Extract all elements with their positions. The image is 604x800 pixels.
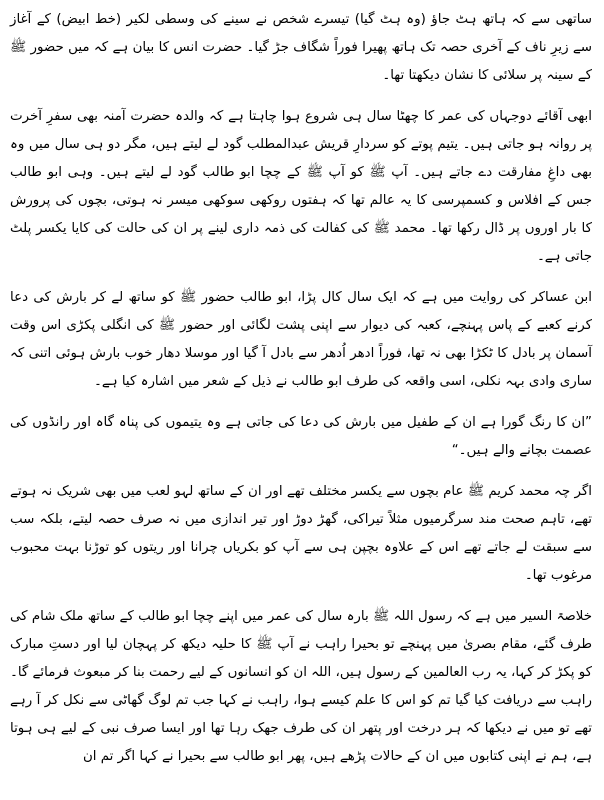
paragraph: خلاصۃ السیر میں ہے کہ رسول اللہ ﷺ بارہ سال کی عمر میں اپنے چچا ابو طالب کے ساتھ ملک شام کی طرف گئے، مقام بصریٰ میں پہنچے تو بحیرا راہب نے آپ ﷺ کا حلیہ دیکھ کر پہچان لیا اور دستِ مبارک کو پکڑ کر کہا، یہ رب العالمین کے رسول ہیں، اللہ ان کو انسانوں کے لیے رحمت بنا کر مبعوث فرمائے گا۔ راہب سے دریافت کیا گیا تم کو اس کا علم کیسے ہوا، راہب نے کہا جب تم لوگ گھاٹی سے نکل کر آ رہے تھے تو میں نے دیکھا کہ ہر درخت اور پتھر ان کی طرف جھک رہا تھا اور ایسا صرف نبی کے لیے ہی ہوتا ہے، ہم نے اپنی کتابوں میں ان کے حالات پڑھے ہیں، پھر ابو طالب سے بحیرا نے کہا اگر تم ان <box>10 609 592 764</box>
paragraph: ساتھی سے کہ ہاتھ ہٹ جاؤ (وہ ہٹ گیا) تیسرے شخص نے سینے کی وسطی لکیر (خط ابیض) کے آغاز سے زیرِ ناف کے آخری حصہ تک ہاتھ پھیرا فوراً شگاف جڑ گیا۔ حضرت انس کا بیان ہے کہ میں حضور ﷺ کے سینہ پر سلائی کا نشان دیکھتا تھا۔ <box>10 12 592 83</box>
quotation-paragraph: ”ان کا رنگ گورا ہے ان کے طفیل میں بارش کی دعا کی جاتی ہے وہ یتیموں کی پناہ گاہ اور رانڈوں کی عصمت بچانے والے ہیں۔“ <box>10 415 592 458</box>
paragraph: ابن عساکر کی روایت میں ہے کہ ایک سال کال پڑا، ابو طالب حضور ﷺ کو ساتھ لے کر بارش کی دعا کرنے کعبے کے پاس پہنچے، کعبہ کی دیوار سے اپنی پشت لگائی اور حضور ﷺ کی انگلی پکڑی اس وقت آسمان پر بادل کا ٹکڑا بھی نہ تھا، فوراً ادھر اُدھر سے بادل آ گیا اور موسلا دھار خوب بارش ہوئی اتنی کہ ساری وادی بہہ نکلی، اسی واقعہ کی طرف ابو طالب نے ذیل کے شعر میں اشارہ کیا ہے۔ <box>10 290 592 389</box>
paragraph: ابھی آقائے دوجہاں کی عمر کا چھٹا سال ہی شروع ہوا چاہتا ہے کہ والدہ حضرت آمنہ بھی سفرِ آخرت پر روانہ ہو جاتی ہیں۔ یتیم پوتے کو سردارِ قریش عبدالمطلب گود لے لیتے ہیں، مگر دو ہی سال میں وہ بھی داغِ مفارقت دے جاتے ہیں۔ آپ ﷺ کو آپ ﷺ کے چچا ابو طالب گود لے لیتے ہیں۔ وہی ابو طالب جس کے افلاس و کسمپرسی کا یہ عالم تھا کہ ہفتوں روکھی سوکھی میسر نہ ہوتی، بچوں کی پرورش کا بار اوروں پر ڈال رکھا تھا۔ محمد ﷺ کی کفالت کی ذمہ داری لینے پر ان کی حالت کی کایا یکسر پلٹ جاتی ہے۔ <box>10 109 592 264</box>
paragraph: اگر چہ محمد کریم ﷺ عام بچوں سے یکسر مختلف تھے اور ان کے ساتھ لہو لعب میں بھی شریک نہ ہوتے تھے، تاہم صحت مند سرگرمیوں مثلاً تیراکی، گھڑ دوڑ اور تیر اندازی میں نہ صرف حصہ لیتے، بلکہ سب سے سبقت لے جاتے تھے اس کے علاوہ بچپن ہی سے آپ کو بکریاں چرانا اور ریتوں کو توڑنا بہت محبوب مرغوب تھا۔ <box>10 484 592 583</box>
